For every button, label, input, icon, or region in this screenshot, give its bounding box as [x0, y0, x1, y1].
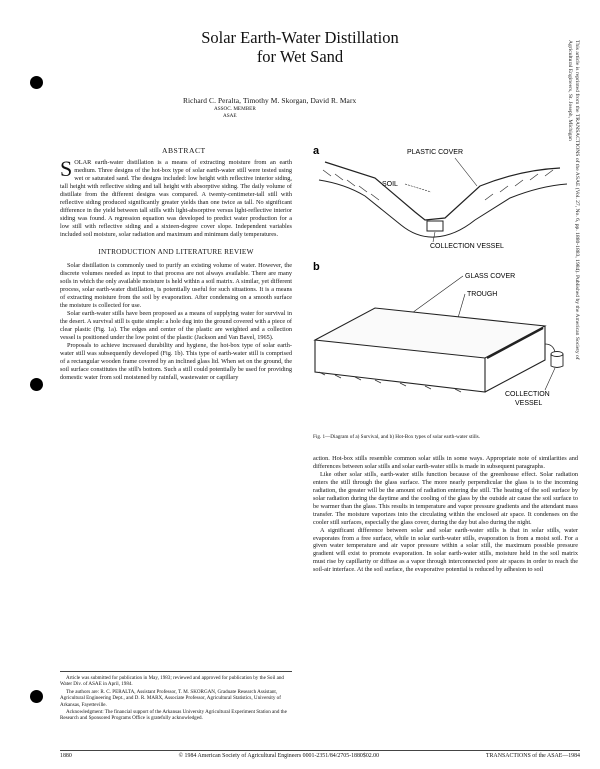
- figure-1-diagram: [305, 140, 580, 430]
- page-number: 1880: [60, 753, 72, 759]
- plastic-cover-label: PLASTIC COVER: [407, 149, 464, 156]
- right-paragraph: action. Hot-box stills resemble common solar stills in some ways. Appropriate note of similarities and differences between solar stills and solar earth-water stills is made in subsequent paragraphs.: [313, 455, 578, 470]
- footnotes: [60, 671, 292, 723]
- author-list: Richard C. Peralta, Timothy M. Skorgan, David R. Marx: [183, 96, 357, 105]
- figure-label-b: b: [313, 261, 320, 273]
- abstract-heading: ABSTRACT: [162, 146, 206, 155]
- left-column: [60, 156, 292, 382]
- collection-vessel-a-label: COLLECTION VESSEL: [430, 243, 504, 250]
- page-footer: [60, 750, 580, 759]
- collection-vessel-b-label-1: COLLECTION: [505, 391, 550, 398]
- right-paragraph: Like other solar stills, earth-water stills function because of the greenhouse effect. Solar radiation enters the still through the glass surface. The more nearly perpendicular the glass is to the incoming radiation, the greater will be the amount of radiation entering the still. The heating of the soil surface by solar radiation during the daytime and the cooling of the glass by the outside air cause the soil surface to be warmer than the glass. This results in temperature and vapor pressure gradients and the attendant mass transfer. The moisture vaporizes into the circulating within the enclosed air space. It condenses on the cooler still surfaces, especially the glass cover, during the day but also during the night.: [313, 470, 578, 526]
- copyright-line: © 1984 American Society of Agricultural Engineers 0001-2351/84/2705-1880$02.00: [178, 753, 380, 759]
- abstract-text: OLAR earth-water distillation is a means of extracting moisture from an earth medium. Three designs of the hot-box type of solar earth-water still were tested using wet or saturated sand. The designs included: low height with reflective interior siding, tall height with reflective siding and tall height with absorptive siding. The daily volume of distillate from the different designs was compared. A twenty-centimeter-tall still with reflective siding produced significantly greater yields than one twice as tall. No significant difference in the yield between tall stills with light-absorptive versus light-reflective interior siding was found. A regression equation was developed to predict water production for a low still with reflective siding and a sixteen-degree cover slope. Independent variables included soil moisture, solar radiation and maximum and minimum daily temperatures.: [60, 159, 292, 238]
- page-title: [150, 28, 450, 66]
- figure-1: [305, 140, 580, 430]
- assoc-line-1: ASSOC. MEMBER: [214, 106, 256, 112]
- trough-label: TROUGH: [467, 291, 498, 298]
- soil-label: SOIL: [382, 181, 398, 188]
- author-membership: [214, 106, 256, 119]
- footnote-item: The authors are: R. C. PERALTA, Assistant Professor, T. M. SKORGAN, Graduate Research Assistant, Agricultural Engineering Dept., and D. R. MARX, Associate Professor, Agricultural Statistics, University of Arkansas, Fayetteville.: [60, 688, 281, 708]
- assoc-line-2: ASAE: [223, 112, 237, 119]
- binder-hole-middle: [30, 378, 43, 391]
- binder-hole-bottom: [30, 690, 43, 703]
- footnote-item: Acknowledgment: The financial support of the Arkansas University Agricultural Experiment Station and the Research and Sponsored Programs Office is gratefully acknowledged.: [60, 709, 287, 722]
- glass-cover-label: GLASS COVER: [465, 273, 516, 280]
- soil-hatching: [323, 170, 553, 200]
- title-line-2: for Wet Sand: [256, 47, 344, 66]
- left-paragraph: Solar distillation is commonly used to purify an existing volume of water. However, the discrete volumes needed as input to that process are not always available. There are many soils in which the only available moisture is held within a soil matrix. A similar, yet different process, solar earth-water distillation, is potentially useful for such situations. It is a means of extracting moisture from the soil by evaporation. After condensing on a smooth surface the moisture is collected for use.: [60, 262, 292, 310]
- title-line-1: Solar Earth-Water Distillation: [201, 28, 399, 47]
- collection-vessel-a: [427, 221, 443, 231]
- intro-heading: INTRODUCTION AND LITERATURE REVIEW: [98, 246, 254, 256]
- footnote-item: Article was submitted for publication in May, 1983; reviewed and approved for publication by the Soil and Water Div. of ASAE in April, 1984.: [60, 675, 284, 688]
- reprint-side-note: This article is reprinted from the TRANSACTIONS of the ASAE (Vol. 27, No. 6, pp. 1880-1883, 1984). Published by the American Society of Agricultural Engineers, St. Joseph, Michigan: [566, 40, 580, 360]
- glass-cover-shape: [315, 308, 545, 358]
- figure-caption: Fig. 1—Diagram of a) Survival, and b) Hot-Box types of solar earth-water stills.: [313, 434, 480, 440]
- right-paragraph: A significant difference between solar and solar earth-water stills is that in solar stills, water evaporates from a free surface, while in solar earth-water stills, evaporation is from a moist soil. For a given water temperature and air vapor pressure within a solar still, the maximum possible pressure gradient will exist to promote evaporation. In solar earth-water stills, moisture held in the soil matrix must rise by capillarity or diffuse as a vapor through interconnected pore air spaces in order to reach the soil-air interface. At the soil surface, the evaporative potential is reduced by adhesion to soil: [313, 526, 578, 574]
- left-paragraph: Solar earth-water stills have been proposed as a means of supplying water for survival in the desert. A survival still is quite simple: a hole dug into the ground covered with a piece of clear plastic (Fig. 1a). The edges and center of the plastic are weighted and a collection vessel is positioned under the low point of the plastic (Jackson and Van Bavel, 1965).: [60, 310, 292, 342]
- binder-hole-top: [30, 76, 43, 89]
- collection-vessel-b-label-2: VESSEL: [515, 400, 543, 407]
- plastic-cover-line: [325, 162, 560, 220]
- collection-vessel-b-top: [551, 352, 563, 357]
- abstract-dropcap: S: [60, 156, 73, 181]
- right-column: [313, 455, 578, 574]
- abstract-paragraph: [60, 156, 292, 239]
- left-paragraph: Proposals to achieve increased durability and hygiene, the hot-box type of solar earth-water still was subsequently developed (Fig. 1b). This type of earth-water still is comprised of a rectangular wooden frame covered by an inclined glass lid. When set on the ground, the soil surface constitutes the still's bottom. Such a still could potentially be used for providing domestic water from soil moistened by rainfall, wastewater or capillary: [60, 342, 292, 381]
- figure-label-a: a: [313, 145, 320, 157]
- journal-name: TRANSACTIONS of the ASAE—1984: [485, 753, 580, 759]
